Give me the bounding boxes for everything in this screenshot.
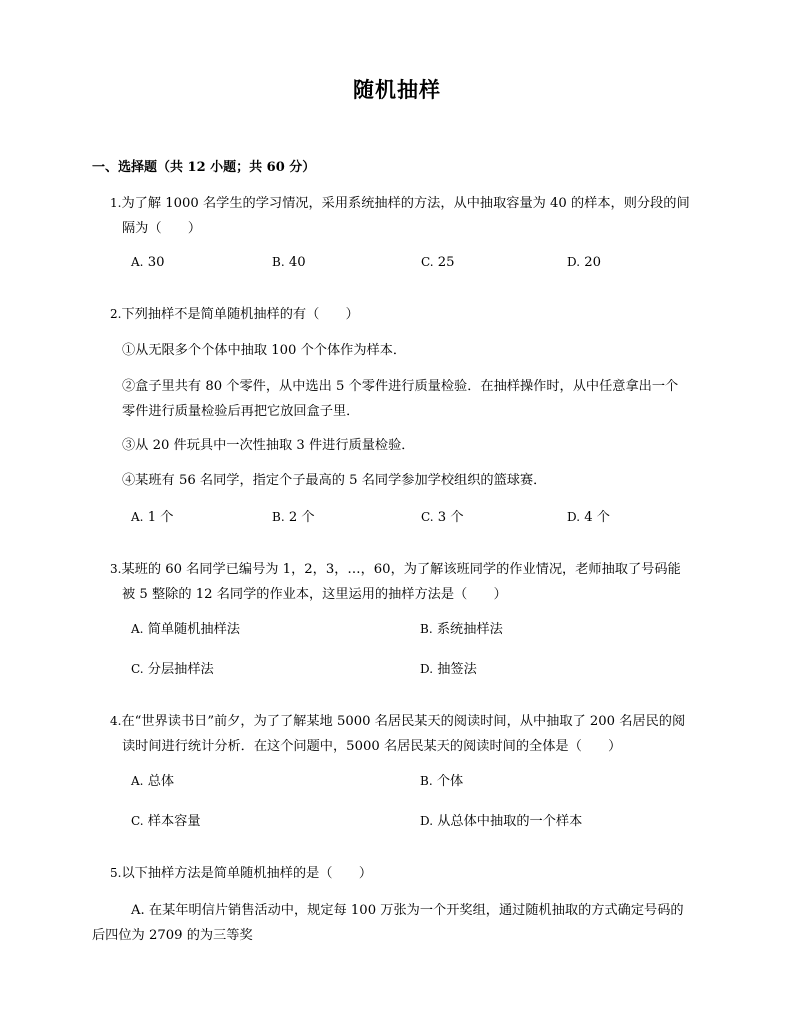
option-text: 从总体中抽取的一个样本	[437, 814, 583, 829]
page-title: 随机抽样	[353, 78, 441, 102]
option-c[interactable]	[131, 811, 201, 832]
option-label: C.	[421, 510, 434, 524]
question-4	[110, 709, 708, 759]
option-label: D.	[420, 662, 434, 676]
option-a[interactable]	[131, 771, 174, 792]
question-text-line1: 在“世界读书日”前夕，为了了解某地 5000 名居民某天的阅读时间，从中抽取了 200 名居民的阅	[121, 714, 686, 729]
statement-line1: ②盒子里共有 80 个零件，从中选出 5 个零件进行质量检验．在抽样操作时，从中任意拿出一个	[122, 379, 679, 394]
option-c[interactable]	[131, 659, 214, 680]
option-a[interactable]	[131, 252, 164, 273]
option-text: 4 个	[584, 510, 610, 525]
option-label: B.	[420, 774, 433, 788]
option-label: B.	[420, 622, 433, 636]
option-a[interactable]	[131, 619, 240, 640]
option-text: 分层抽样法	[147, 662, 214, 677]
option-d[interactable]	[567, 507, 610, 528]
option-label: D.	[567, 255, 581, 269]
question-text-line1: 某班的 60 名同学已编号为 1，2，3，…，60，为了解该班同学的作业情况，老师抽取了号码能	[121, 562, 681, 577]
option-a[interactable]	[131, 507, 173, 528]
question-2	[110, 302, 708, 327]
question-number: 5.	[110, 866, 122, 880]
option-label: A.	[131, 255, 144, 269]
question-text-line2: 隔为（ ）	[122, 221, 202, 236]
option-label: B.	[272, 255, 285, 269]
statement-3: ③从 20 件玩具中一次性抽取 3 件进行质量检验．	[122, 438, 415, 453]
question-text-line1: 以下抽样方法是简单随机抽样的是（ ）	[121, 866, 373, 881]
option-d[interactable]	[420, 659, 477, 680]
question-text-line2: 被 5 整除的 12 名同学的作业本，这里运用的抽样方法是（ ）	[122, 587, 507, 602]
option-b[interactable]	[420, 771, 463, 792]
option-label: D.	[567, 510, 581, 524]
section-heading: 一、选择题（共 12 小题；共 60 分）	[92, 160, 316, 175]
option-b[interactable]	[272, 252, 306, 273]
option-text: 25	[437, 255, 455, 270]
option-text: 个体	[436, 774, 464, 789]
option-text: 2 个	[288, 510, 315, 525]
option-label: D.	[420, 814, 434, 828]
option-text: 样本容量	[147, 814, 201, 829]
question-number: 3.	[110, 562, 122, 576]
option-text: 总体	[147, 774, 175, 789]
option-label: A.	[131, 774, 144, 788]
option-text-line1: A. 在某年明信片销售活动中，规定每 100 万张为一个开奖组，通过随机抽取的方式确定号码的	[131, 903, 684, 918]
option-d[interactable]	[420, 811, 582, 832]
option-text: 简单随机抽样法	[147, 622, 240, 637]
option-label: B.	[272, 510, 285, 524]
option-c[interactable]	[421, 252, 455, 273]
question-number: 4.	[110, 714, 122, 728]
option-d[interactable]	[567, 252, 601, 273]
option-label: A.	[131, 622, 144, 636]
statement-2	[122, 374, 712, 424]
option-text: 系统抽样法	[436, 622, 503, 637]
option-label: A.	[131, 510, 144, 524]
statement-1: ①从无限多个个体中抽取 100 个个体作为样本．	[122, 343, 407, 358]
option-text: 1 个	[147, 510, 174, 525]
option-c[interactable]	[421, 507, 464, 528]
question-number: 2.	[110, 307, 122, 321]
option-label: C.	[131, 814, 144, 828]
question-text-line1: 下列抽样不是简单随机抽样的有（ ）	[121, 307, 359, 322]
option-text-line2: 后四位为 2709 的为三等奖	[92, 928, 253, 943]
option-text: 40	[288, 255, 306, 270]
statement-line2: 零件进行质量检验后再把它放回盒子里．	[122, 404, 360, 419]
option-b[interactable]	[272, 507, 315, 528]
question-text-line2: 读时间进行统计分析．在这个问题中，5000 名居民某天的阅读时间的全体是（ ）	[122, 739, 622, 754]
option-text: 抽签法	[437, 662, 477, 677]
question-text-line1: 为了解 1000 名学生的学习情况，采用系统抽样的方法，从中抽取容量为 40 的样本，则分段的间	[121, 196, 690, 211]
option-text: 30	[147, 255, 165, 270]
option-b[interactable]	[420, 619, 503, 640]
question-5	[110, 861, 708, 886]
option-text: 20	[584, 255, 601, 270]
option-label: C.	[131, 662, 144, 676]
option-label: C.	[421, 255, 434, 269]
option-text: 3 个	[437, 510, 464, 525]
question-1	[110, 191, 708, 241]
question-3	[110, 557, 708, 607]
option-a[interactable]	[92, 898, 708, 948]
statement-4: ④某班有 56 名同学，指定个子最高的 5 名同学参加学校组织的篮球赛．	[122, 473, 547, 488]
question-number: 1.	[110, 196, 122, 210]
